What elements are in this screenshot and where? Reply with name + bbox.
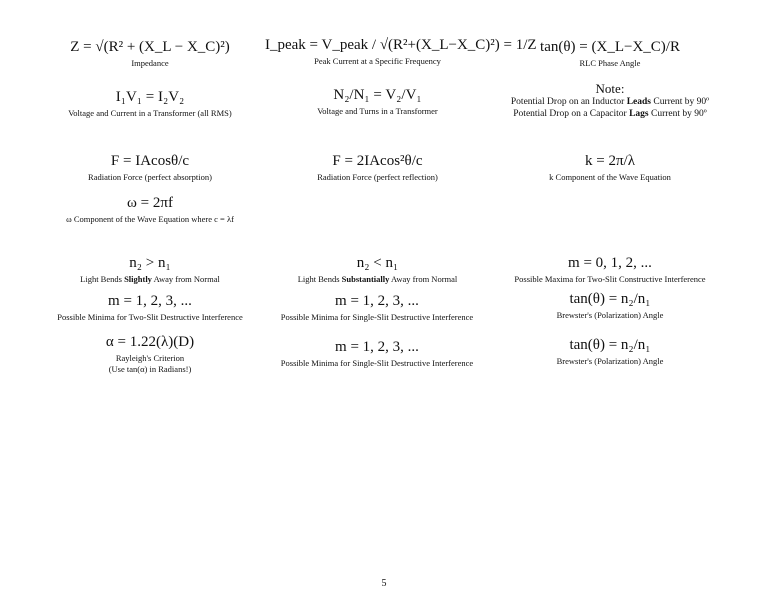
refraction-substantial-formula bbox=[265, 254, 490, 285]
two-slit-maxima-formula bbox=[495, 254, 725, 285]
caption: Radiation Force (perfect absorption) bbox=[88, 172, 212, 182]
caption: Voltage and Turns in a Transformer bbox=[317, 106, 438, 116]
peak-current-formula bbox=[265, 36, 537, 67]
caption: Light Bends Substantially Away from Normal bbox=[297, 274, 458, 284]
caption: Rayleigh's Criterion bbox=[115, 353, 185, 363]
caption: Possible Maxima for Two-Slit Constructive Interference bbox=[514, 274, 706, 284]
brewster-angle-formula-2 bbox=[500, 336, 720, 367]
note-title: Note: bbox=[595, 81, 625, 96]
single-slit-minima-formula-2 bbox=[262, 338, 492, 369]
two-slit-minima-formula bbox=[35, 292, 265, 323]
caption: Brewster's (Polarization) Angle bbox=[556, 356, 664, 366]
single-slit-minima-formula bbox=[262, 292, 492, 323]
transformer-power-formula bbox=[40, 88, 260, 119]
equation: n₂ < n₁ bbox=[356, 255, 399, 271]
equation: tan(θ) = n₂/n₁ bbox=[569, 291, 651, 307]
radiation-absorption-formula bbox=[40, 152, 260, 183]
caption: Voltage and Current in a Transformer (all RMS) bbox=[68, 108, 232, 118]
equation: I_peak = V_peak / √(R²+(X_L−X_C)²) = 1/Z bbox=[265, 37, 537, 53]
equation: m = 1, 2, 3, ... bbox=[108, 293, 192, 309]
equation: N₂/N₁ = V₂/V₁ bbox=[333, 87, 422, 103]
equation: m = 0, 1, 2, ... bbox=[568, 255, 652, 271]
caption: Brewster's (Polarization) Angle bbox=[556, 310, 664, 320]
equation: tan(θ) = (X_L−X_C)/R bbox=[540, 39, 680, 55]
caption: Peak Current at a Specific Frequency bbox=[314, 56, 441, 66]
equation: α = 1.22(λ)(D) bbox=[105, 334, 195, 350]
radiation-reflection-formula bbox=[265, 152, 490, 183]
equation: tan(θ) = n₂/n₁ bbox=[569, 337, 651, 353]
equation: ω = 2πf bbox=[127, 195, 173, 211]
brewster-angle-formula bbox=[500, 290, 720, 321]
caption: RLC Phase Angle bbox=[579, 58, 641, 68]
equation: m = 1, 2, 3, ... bbox=[335, 339, 419, 355]
equation: Z = √(R² + (X_L − X_C)²) bbox=[70, 39, 230, 55]
caption: Impedance bbox=[131, 58, 169, 68]
caption: ω Component of the Wave Equation where c = λf bbox=[66, 214, 234, 224]
equation: F = IAcosθ/c bbox=[110, 153, 190, 169]
angular-frequency-formula bbox=[40, 194, 260, 225]
caption: Possible Minima for Two-Slit Destructive Interference bbox=[57, 312, 243, 322]
caption: Possible Minima for Single-Slit Destructive Interference bbox=[280, 358, 474, 368]
equation: F = 2IAcos²θ/c bbox=[332, 153, 423, 169]
rayleigh-criterion-formula bbox=[40, 333, 260, 375]
phase-angle-formula bbox=[500, 38, 720, 69]
page-number: 5 bbox=[381, 578, 387, 589]
caption-note: (Use tan(α) in Radians!) bbox=[108, 364, 192, 374]
caption: Radiation Force (perfect reflection) bbox=[317, 172, 438, 182]
equation: I₁V₁ = I₂V₂ bbox=[115, 89, 185, 105]
note-line-inductor: Potential Drop on an Inductor Leads Current by 90º bbox=[510, 97, 710, 107]
phase-note bbox=[490, 82, 730, 120]
equation: n₂ > n₁ bbox=[129, 255, 171, 271]
caption: Possible Minima for Single-Slit Destructive Interference bbox=[280, 312, 474, 322]
impedance-formula bbox=[40, 38, 260, 69]
note-line-capacitor: Potential Drop on a Capacitor Lags Current by 90º bbox=[513, 109, 707, 119]
equation: m = 1, 2, 3, ... bbox=[335, 293, 419, 309]
transformer-turns-formula bbox=[265, 86, 490, 117]
equation: k = 2π/λ bbox=[585, 153, 635, 169]
wave-number-formula bbox=[500, 152, 720, 183]
caption: k Component of the Wave Equation bbox=[549, 172, 671, 182]
refraction-slight-formula bbox=[40, 254, 260, 285]
caption: Light Bends Slightly Away from Normal bbox=[80, 274, 220, 284]
